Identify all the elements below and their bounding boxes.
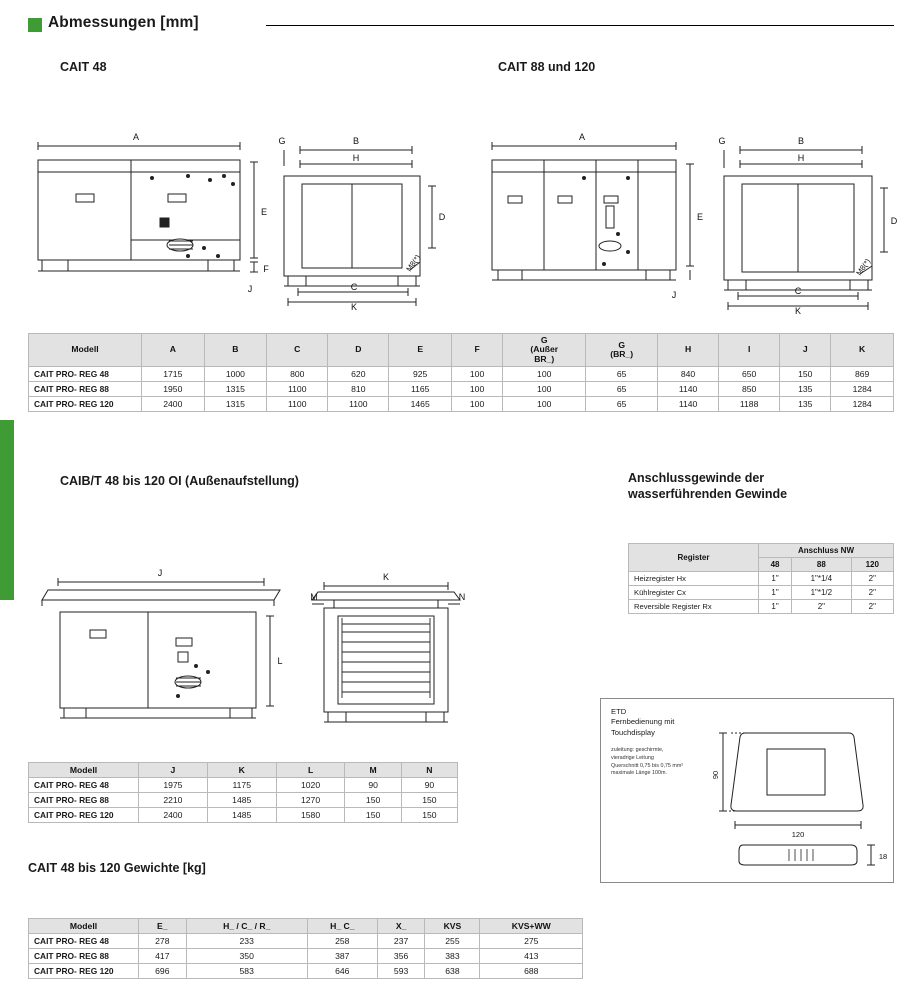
- section-title-anschlussgewinde: [628, 471, 893, 502]
- cell-n: 90: [401, 778, 457, 793]
- table-row: [629, 600, 894, 614]
- cell-g1: 100: [503, 367, 586, 382]
- cell-e: 278: [139, 934, 187, 949]
- table-row: [29, 949, 583, 964]
- etd-title-line1: ETD: [611, 707, 627, 716]
- svg-text:J: J: [247, 284, 253, 294]
- cell-h-c-r: 233: [186, 934, 307, 949]
- cell-d: 810: [328, 382, 389, 397]
- drawing-cait88-front: [700, 120, 898, 316]
- anschlussgewinde-line1: Anschlussgewinde der: [628, 471, 765, 485]
- cell-model: CAIT PRO- REG 88: [29, 949, 139, 964]
- cell-j: 135: [780, 397, 831, 412]
- section-title-gewichte: CAIT 48 bis 120 Gewichte [kg]: [28, 861, 206, 875]
- table-row: [629, 586, 894, 600]
- table-caibt-dimensions: [28, 762, 458, 823]
- cell-model: CAIT PRO- REG 48: [29, 367, 142, 382]
- col-kvs: KVS: [425, 919, 480, 934]
- cell-d: 1100: [328, 397, 389, 412]
- col-g1-line3: BR_): [534, 353, 555, 364]
- cell-g2: 65: [586, 397, 658, 412]
- page-title: Abmessungen [mm]: [48, 14, 199, 31]
- cell-g2: 65: [586, 367, 658, 382]
- col-f: F: [451, 334, 502, 367]
- cell-48: 1": [759, 572, 792, 586]
- cell-j: 2210: [139, 793, 208, 808]
- cell-kvs: 255: [425, 934, 480, 949]
- cell-l: 1020: [276, 778, 345, 793]
- cell-model: CAIT PRO- REG 48: [29, 934, 139, 949]
- etd-note-line1: zuleitung: geschirmte,: [611, 747, 664, 753]
- svg-text:A: A: [578, 132, 586, 142]
- col-a: A: [142, 334, 205, 367]
- cell-h-c: 258: [307, 934, 377, 949]
- etd-note: [611, 747, 706, 778]
- cell-a: 1950: [142, 382, 205, 397]
- cell-h: 840: [658, 367, 719, 382]
- cell-k: 1485: [207, 808, 276, 823]
- cell-h: 1140: [658, 397, 719, 412]
- cell-k: 1284: [831, 382, 894, 397]
- cell-kvs-ww: 413: [480, 949, 583, 964]
- cell-m: 150: [345, 793, 401, 808]
- svg-text:C: C: [794, 286, 802, 296]
- table-anschlussgewinde: [628, 543, 894, 614]
- col-e: E: [389, 334, 452, 367]
- table-header-row: [29, 919, 583, 934]
- cell-g1: 100: [503, 397, 586, 412]
- svg-text:E: E: [696, 212, 704, 222]
- col-g-ausser-br: [503, 334, 586, 367]
- drawing-caibt-front: [296, 560, 476, 740]
- cell-e: 1465: [389, 397, 452, 412]
- cell-120: 2": [851, 600, 893, 614]
- col-h-c-r: H_ / C_ / R_: [186, 919, 307, 934]
- col-c: C: [267, 334, 328, 367]
- table-row: [29, 367, 894, 382]
- col-modell: Modell: [29, 334, 142, 367]
- col-g2-line1: G: [618, 339, 625, 350]
- svg-text:M: M: [310, 592, 318, 602]
- svg-text:J: J: [671, 290, 677, 300]
- left-green-bar: [0, 420, 14, 600]
- svg-text:90: 90: [711, 770, 720, 780]
- cell-model: CAIT PRO- REG 120: [29, 964, 139, 979]
- table-row: [629, 572, 894, 586]
- cell-m: 150: [345, 808, 401, 823]
- table-row: [29, 808, 458, 823]
- cell-c: 1100: [267, 382, 328, 397]
- col-n: N: [401, 763, 457, 778]
- svg-text:K: K: [382, 572, 390, 582]
- col-k: K: [207, 763, 276, 778]
- cell-48: 1": [759, 600, 792, 614]
- drawing-cait48-front: [262, 120, 452, 310]
- section-title-cait88-120: CAIT 88 und 120: [498, 60, 596, 74]
- cell-k: 869: [831, 367, 894, 382]
- etd-note-line3: Querschnitt 0,75 bis 0,75 mm²: [611, 762, 684, 769]
- table-row: [29, 778, 458, 793]
- cell-f: 100: [451, 367, 502, 382]
- col-m: M: [345, 763, 401, 778]
- cell-f: 100: [451, 397, 502, 412]
- cell-a: 1715: [142, 367, 205, 382]
- cell-kvs-ww: 688: [480, 964, 583, 979]
- table-row: [29, 934, 583, 949]
- cell-j: 135: [780, 382, 831, 397]
- cell-e: 696: [139, 964, 187, 979]
- col-j: J: [780, 334, 831, 367]
- cell-c: 800: [267, 367, 328, 382]
- col-g1-line1: G: [540, 335, 548, 345]
- cell-g1: 100: [503, 382, 586, 397]
- cell-kvs: 638: [425, 964, 480, 979]
- cell-c: 1100: [267, 397, 328, 412]
- cell-register-label: Heizregister Hx: [629, 572, 759, 586]
- cell-k: 1284: [831, 397, 894, 412]
- svg-text:D: D: [890, 216, 898, 226]
- cell-e: 925: [389, 367, 452, 382]
- svg-text:F: F: [263, 264, 269, 274]
- col-anschluss-nw: Anschluss NW: [759, 544, 894, 558]
- drawing-caibt-side: [28, 560, 288, 740]
- svg-text:D: D: [438, 212, 446, 222]
- svg-text:18: 18: [878, 852, 888, 861]
- col-g-br: [586, 334, 658, 367]
- cell-a: 2400: [142, 397, 205, 412]
- section-title-cait48: CAIT 48: [60, 60, 107, 74]
- etd-note-line4: maximale Länge 100m.: [611, 770, 668, 777]
- cell-i: 1188: [719, 397, 780, 412]
- svg-text:K: K: [350, 302, 358, 312]
- cell-j: 2400: [139, 808, 208, 823]
- svg-text:H: H: [797, 153, 805, 163]
- table-header-row: [629, 544, 894, 558]
- cell-i: 850: [719, 382, 780, 397]
- cell-88: 2": [792, 600, 851, 614]
- svg-text:120: 120: [791, 830, 805, 839]
- table-row: [29, 382, 894, 397]
- svg-text:B: B: [797, 136, 805, 146]
- cell-kvs-ww: 275: [480, 934, 583, 949]
- etd-title-line2: Fernbedienung mit: [611, 717, 675, 727]
- svg-text:M8(*): M8(*): [854, 256, 873, 278]
- etd-note-line2: vieradrige Leitung: [611, 754, 654, 761]
- svg-text:K: K: [794, 306, 802, 316]
- col-h-c: H_ C_: [307, 919, 377, 934]
- col-l: L: [276, 763, 345, 778]
- svg-text:A: A: [132, 132, 140, 142]
- col-modell: Modell: [29, 919, 139, 934]
- col-size-120: 120: [851, 558, 893, 572]
- header-green-square: [28, 18, 42, 32]
- cell-n: 150: [401, 793, 457, 808]
- cell-i: 650: [719, 367, 780, 382]
- cell-model: CAIT PRO- REG 120: [29, 397, 142, 412]
- svg-text:J: J: [157, 568, 163, 578]
- cell-b: 1315: [204, 382, 267, 397]
- col-modell: Modell: [29, 763, 139, 778]
- col-kvs-ww: KVS+WW: [480, 919, 583, 934]
- col-e: E_: [139, 919, 187, 934]
- cell-88: 1"*1/4: [792, 572, 851, 586]
- col-register: Register: [629, 544, 759, 572]
- cell-120: 2": [851, 572, 893, 586]
- cell-g2: 65: [586, 382, 658, 397]
- anschlussgewinde-line2: wasserführenden Gewinde: [628, 486, 788, 501]
- table-row: [29, 964, 583, 979]
- cell-j: 150: [780, 367, 831, 382]
- cell-l: 1270: [276, 793, 345, 808]
- etd-panel: [600, 698, 894, 883]
- svg-text:C: C: [350, 282, 358, 292]
- col-k: K: [831, 334, 894, 367]
- svg-text:G: G: [278, 136, 286, 146]
- cell-b: 1000: [204, 367, 267, 382]
- cell-model: CAIT PRO- REG 88: [29, 793, 139, 808]
- cell-model: CAIT PRO- REG 48: [29, 778, 139, 793]
- cell-model: CAIT PRO- REG 88: [29, 382, 142, 397]
- cell-h-c: 387: [307, 949, 377, 964]
- col-size-48: 48: [759, 558, 792, 572]
- col-d: D: [328, 334, 389, 367]
- cell-k: 1485: [207, 793, 276, 808]
- col-g2-line2: (BR_): [610, 349, 634, 360]
- cell-88: 1"*1/2: [792, 586, 851, 600]
- table-header-row: [29, 334, 894, 367]
- header-rule: [266, 25, 894, 26]
- cell-48: 1": [759, 586, 792, 600]
- cell-j: 1975: [139, 778, 208, 793]
- cell-b: 1315: [204, 397, 267, 412]
- table-row: [29, 793, 458, 808]
- cell-n: 150: [401, 808, 457, 823]
- col-x: X_: [377, 919, 425, 934]
- drawing-etd-display: [711, 709, 891, 879]
- cell-k: 1175: [207, 778, 276, 793]
- cell-m: 90: [345, 778, 401, 793]
- table-cait-dimensions: [28, 333, 894, 412]
- table-row: [29, 397, 894, 412]
- svg-text:B: B: [352, 136, 360, 146]
- col-h: H: [658, 334, 719, 367]
- cell-e: 417: [139, 949, 187, 964]
- col-g1-line2: (Außer: [530, 344, 559, 355]
- cell-d: 620: [328, 367, 389, 382]
- cell-e: 1165: [389, 382, 452, 397]
- svg-text:H: H: [352, 153, 360, 163]
- col-j: J: [139, 763, 208, 778]
- svg-text:N: N: [458, 592, 466, 602]
- col-i: I: [719, 334, 780, 367]
- drawing-cait88-side: [478, 120, 710, 310]
- table-gewichte: [28, 918, 583, 979]
- drawing-cait48-side: [28, 120, 278, 310]
- col-size-88: 88: [792, 558, 851, 572]
- svg-text:L: L: [277, 656, 283, 666]
- cell-register-label: Kühlregister Cx: [629, 586, 759, 600]
- table-header-row: [29, 763, 458, 778]
- cell-x: 593: [377, 964, 425, 979]
- cell-kvs: 383: [425, 949, 480, 964]
- col-b: B: [204, 334, 267, 367]
- cell-f: 100: [451, 382, 502, 397]
- cell-h-c-r: 350: [186, 949, 307, 964]
- cell-x: 356: [377, 949, 425, 964]
- cell-x: 237: [377, 934, 425, 949]
- svg-text:M8(*): M8(*): [404, 252, 423, 274]
- cell-120: 2": [851, 586, 893, 600]
- cell-h-c: 646: [307, 964, 377, 979]
- section-title-caibt: CAIB/T 48 bis 120 OI (Außenaufstellung): [60, 474, 299, 488]
- svg-text:E: E: [260, 207, 268, 217]
- cell-h: 1140: [658, 382, 719, 397]
- cell-l: 1580: [276, 808, 345, 823]
- cell-model: CAIT PRO- REG 120: [29, 808, 139, 823]
- svg-text:G: G: [718, 136, 726, 146]
- cell-register-label: Reversible Register Rx: [629, 600, 759, 614]
- etd-title: [611, 707, 674, 738]
- etd-title-line3: Touchdisplay: [611, 727, 655, 737]
- page-header: [28, 14, 894, 40]
- cell-h-c-r: 583: [186, 964, 307, 979]
